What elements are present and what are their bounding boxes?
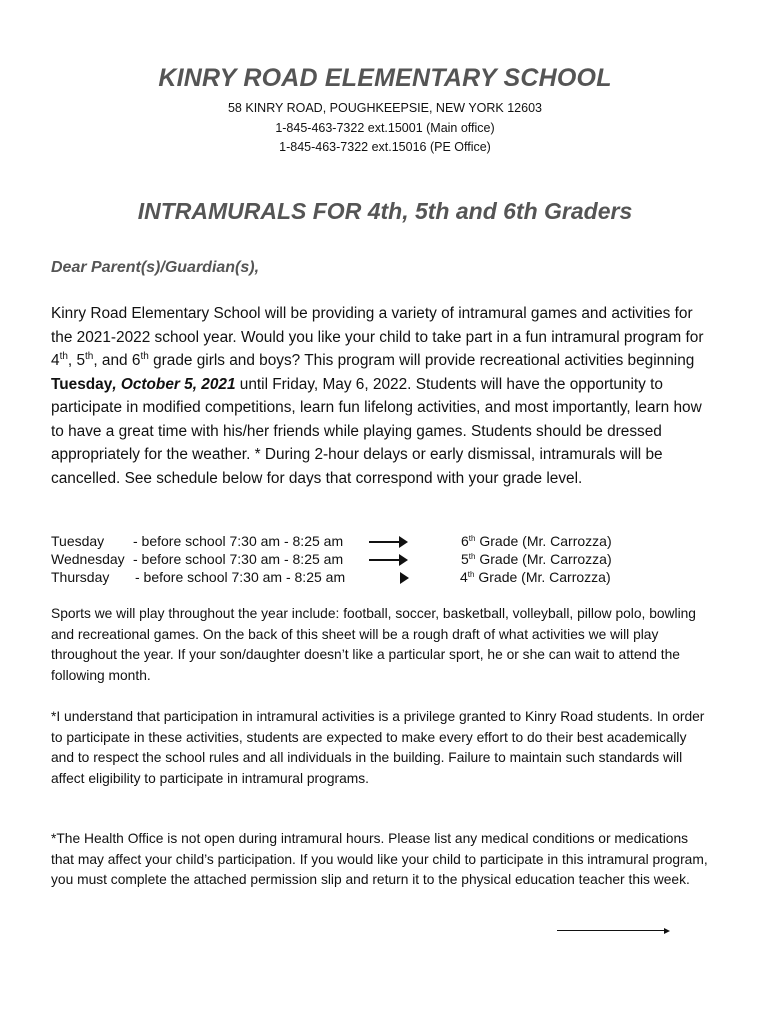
ordinal-suffix: th	[59, 351, 68, 362]
schedule-row-wednesday	[51, 551, 691, 569]
ordinal-suffix: th	[140, 351, 149, 362]
ordinal-suffix: th	[85, 351, 94, 362]
salutation: Dear Parent(s)/Guardian(s),	[51, 259, 260, 276]
phone-main-office: 1-845-463-7322 ext.15001 (Main office)	[275, 121, 495, 135]
school-address: 58 KINRY ROAD, POUGHKEEPSIE, NEW YORK 12603	[227, 101, 542, 115]
schedule-grade: 4th Grade (Mr. Carrozza)	[460, 569, 611, 585]
schedule-day: Tuesday	[51, 533, 105, 549]
intro-paragraph	[51, 302, 711, 490]
arrow-right-icon	[399, 536, 408, 548]
intro-text-3: until Friday, May 6, 2022. Students will have the opportunity to participate in modified competitions, learn fun lifelong activities, and most importantly, learn how to have a great time with his/her friends while playing games. Students should be dressed appropriately for the weather. * During 2-hour delays or early dismissal, intramurals will be cancelled. See schedule below for days that correspond with your grade level.	[51, 375, 702, 487]
arrow-right-icon	[399, 554, 408, 566]
schedule-time: - before school 7:30 am - 8:25 am	[135, 569, 346, 585]
phone-pe-office: 1-845-463-7322 ext.15016 (PE Office)	[279, 140, 491, 154]
arrow-line	[369, 541, 401, 543]
schedule-time: - before school 7:30 am - 8:25 am	[133, 551, 344, 567]
start-day: Tuesday	[51, 375, 113, 393]
intro-text-2: grade girls and boys? This program will provide recreational activities beginning	[148, 352, 695, 369]
schedule-day: Wednesday	[51, 551, 125, 567]
health-office-paragraph: *The Health Office is not open during intramural hours. Please list any medical conditions or medications that may affect your child’s participation. If you would like your child to participate in this intramural program, you must complete the attached permission slip and return it to the physical education teacher this week.	[51, 831, 708, 888]
intro-sep-1: , 5	[67, 352, 86, 369]
schedule-row-thursday	[51, 569, 691, 587]
intro-sep-2: , and 6	[93, 352, 141, 369]
schedule-day: Thursday	[51, 569, 110, 585]
page-title: INTRAMURALS FOR 4th, 5th and 6th Graders	[137, 198, 633, 224]
intro-text-1: Kinry Road Elementary School will be providing a variety of intramural games and activities for the 2021-2022 school year. Would you like your child to take part in a fun intramural program for 4	[51, 305, 704, 369]
schedule-row-tuesday	[51, 533, 691, 551]
arrow-right-icon	[400, 572, 409, 584]
start-date: , October 5, 2021	[112, 375, 236, 393]
privilege-paragraph: *I understand that participation in intramural activities is a privilege granted to Kinry Road students. In order to participate in these activities, students are expected to make every effort to do their best academically and to respect the school rules and all individuals in the building. Failure to maintain such standards will affect eligibility to participate in intramural programs.	[51, 709, 705, 786]
schedule-grade: 6th Grade (Mr. Carrozza)	[461, 533, 612, 549]
schedule-grade: 5th Grade (Mr. Carrozza)	[461, 551, 612, 567]
sports-paragraph: Sports we will play throughout the year include: football, soccer, basketball, volleyball, pillow polo, bowling and recreational games. On the back of this sheet will be a rough draft of what activities we will play throughout the year. If your son/daughter doesn’t like a particular sport, he or she can wait to attend the following month.	[51, 606, 696, 683]
school-name: KINRY ROAD ELEMENTARY SCHOOL	[158, 64, 612, 92]
continue-arrow-line	[557, 930, 665, 931]
schedule-time: - before school 7:30 am - 8:25 am	[133, 533, 344, 549]
arrow-right-icon	[664, 928, 670, 934]
arrow-line	[369, 559, 401, 561]
